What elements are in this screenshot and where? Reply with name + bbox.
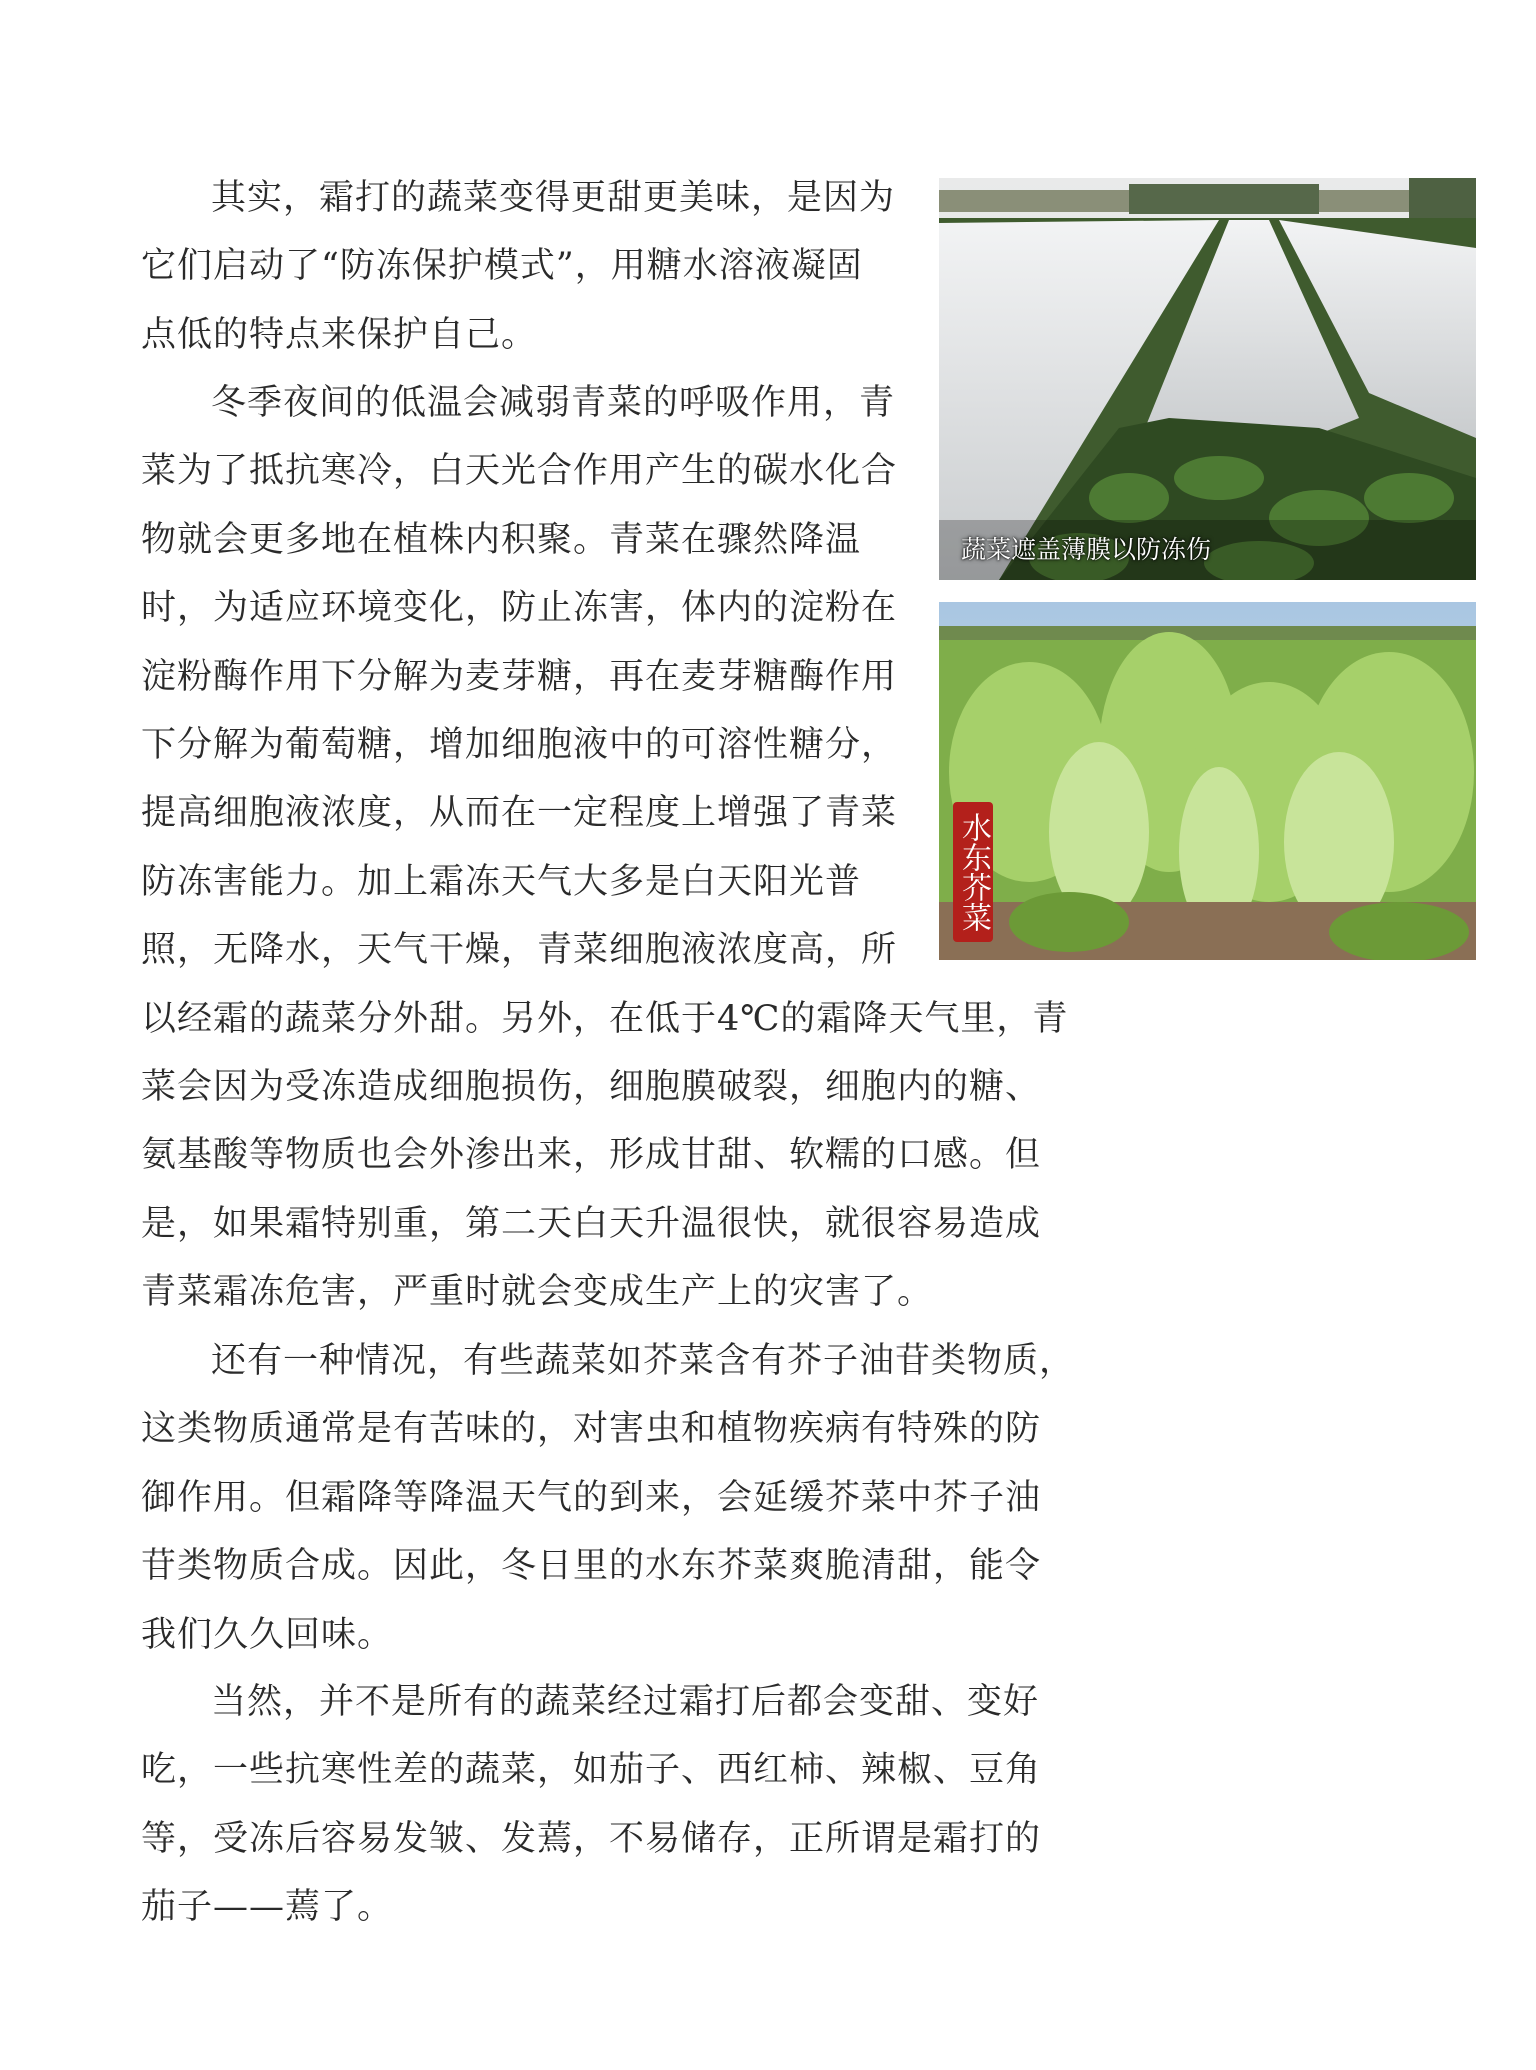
text-line: 它们启动了“防冻保护模式”，用糖水溶液凝固 [141,246,863,287]
text-line: 还有一种情况，有些蔬菜如芥菜含有芥子油苷类物质， [211,1341,1076,1381]
paragraph [141,1327,1081,1669]
text-line: 淀粉酶作用下分解为麦芽糖，再在麦芽糖酶作用 [141,656,898,697]
figure-caption-badge: 水东芥菜 [953,802,993,942]
paragraph [141,369,1081,1327]
text-line: 以经霜的蔬菜分外甜。另外，在低于4℃的霜降天气里，青 [141,998,1069,1039]
text-line: 防冻害能力。加上霜冻天气大多是白天阳光普 [141,861,862,902]
text-line: 青菜霜冻危害，严重时就会变成生产上的灾害了。 [141,1272,934,1313]
text-line: 冬季夜间的低温会减弱青菜的呼吸作用，青 [211,383,896,423]
text-line: 下分解为葡萄糖，增加细胞液中的可溶性糖分， [141,725,898,766]
text-line: 吃，一些抗寒性差的蔬菜，如茄子、西红柿、辣椒、豆角 [141,1750,1042,1791]
text-line: 菜会因为受冻造成细胞损伤，细胞膜破裂，细胞内的糖、 [141,1067,1042,1108]
text-line: 提高细胞液浓度，从而在一定程度上增强了青菜 [141,793,898,834]
text-line: 是，如果霜特别重，第二天白天升温很快，就很容易造成 [141,1203,1042,1244]
text-line: 照，无降水，天气干燥，青菜细胞液浓度高，所 [141,930,898,971]
paragraph [141,164,901,369]
text-line: 苷类物质合成。因此，冬日里的水东芥菜爽脆清甜，能令 [141,1546,1042,1587]
text-line: 等，受冻后容易发皱、发蔫，不易储存，正所谓是霜打的 [141,1818,1042,1859]
text-line: 菜为了抵抗寒冷，白天光合作用产生的碳水化合 [141,451,898,492]
text-line: 当然，并不是所有的蔬菜经过霜打后都会变甜、变好 [211,1682,1040,1722]
text-line: 其实，霜打的蔬菜变得更甜更美味，是因为 [211,178,896,218]
text-line: 这类物质通常是有苦味的，对害虫和植物疾病有特殊的防 [141,1409,1042,1450]
paragraph [141,1668,1081,1942]
text-line: 物就会更多地在植株内积聚。青菜在骤然降温 [141,519,862,560]
figure-caption: 蔬菜遮盖薄膜以防冻伤 [961,535,1212,564]
text-line: 茄子——蔫了。 [141,1887,394,1928]
text-line: 氨基酸等物质也会外渗出来，形成甘甜、软糯的口感。但 [141,1135,1042,1176]
text-line: 御作用。但霜降等降温天气的到来，会延缓芥菜中芥子油 [141,1477,1042,1518]
text-line: 我们久久回味。 [141,1614,394,1655]
text-line: 时，为适应环境变化，防止冻害，体内的淀粉在 [141,588,898,629]
text-line: 点低的特点来保护自己。 [141,314,538,355]
